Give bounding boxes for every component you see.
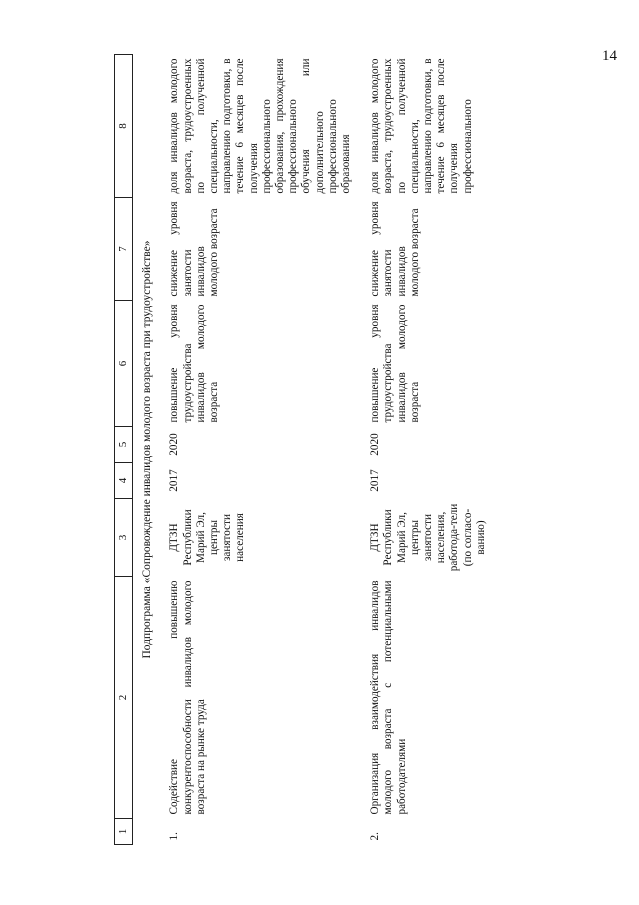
indicator-cell: доля инвалидов молодого возраста, трудоустроенных по полученной специальности, направлению подготовки, в течение 6 месяцев после получения профессионального bbox=[369, 58, 474, 194]
column-number-row bbox=[115, 55, 133, 845]
consequence-cell: снижение уровня занятости инвалидов молодого возраста bbox=[168, 201, 221, 297]
result-cell: повышение уровня трудоустройства инвалидов молодого возраста bbox=[168, 304, 221, 423]
column-number-cell: 7 bbox=[115, 198, 133, 301]
column-number-cell: 4 bbox=[115, 463, 133, 499]
end-year-cell: 2020 bbox=[168, 433, 181, 456]
subprogram-title: Подпрограмма «Сопровождение инвалидов молодого возраста при трудоустройстве» bbox=[141, 240, 154, 659]
subprogram-row bbox=[133, 55, 165, 845]
row-number: 1. bbox=[168, 832, 181, 841]
rotated-table-container bbox=[114, 55, 539, 845]
executor-cell: ДТЗН Республики Марий Эл, центры занятости населения bbox=[168, 509, 247, 566]
result-cell: повышение уровня трудоустройства инвалидов молодого возраста bbox=[369, 304, 421, 423]
column-number-cell: 6 bbox=[115, 301, 133, 427]
table-row bbox=[164, 55, 365, 845]
program-table bbox=[114, 54, 500, 845]
consequence-cell: снижение уровня занятости инвалидов молодого возраста bbox=[369, 201, 421, 297]
column-number-cell: 2 bbox=[115, 577, 133, 819]
start-year-cell: 2017 bbox=[369, 469, 382, 492]
column-number-cell: 8 bbox=[115, 55, 133, 198]
column-number-cell: 5 bbox=[115, 427, 133, 463]
page-number: 14 bbox=[602, 48, 617, 64]
column-number-cell: 3 bbox=[115, 499, 133, 577]
end-year-cell: 2020 bbox=[369, 433, 382, 456]
indicator-cell: доля инвалидов молодого возраста, трудоустроенных по полученной специальности, направлению подготовки, в течение 6 месяцев после получения профессионального образования, прохождения профессионального обучения или дополнительного профессионального образования bbox=[168, 58, 353, 194]
event-cell: Содействие повышению конкурентоспособности инвалидов молодого возраста на рынке труда bbox=[168, 580, 207, 815]
column-number-cell: 1 bbox=[115, 819, 133, 845]
start-year-cell: 2017 bbox=[168, 469, 181, 492]
executor-cell: ДТЗН Республики Марий Эл, центры занятости населения, работода-тели (по согласо-ванию) bbox=[369, 503, 487, 572]
event-cell: Организация взаимодействия инвалидов молодого возраста с потенциальными работодателями bbox=[369, 580, 408, 815]
table-row bbox=[365, 55, 500, 845]
row-number: 2. bbox=[369, 832, 382, 841]
